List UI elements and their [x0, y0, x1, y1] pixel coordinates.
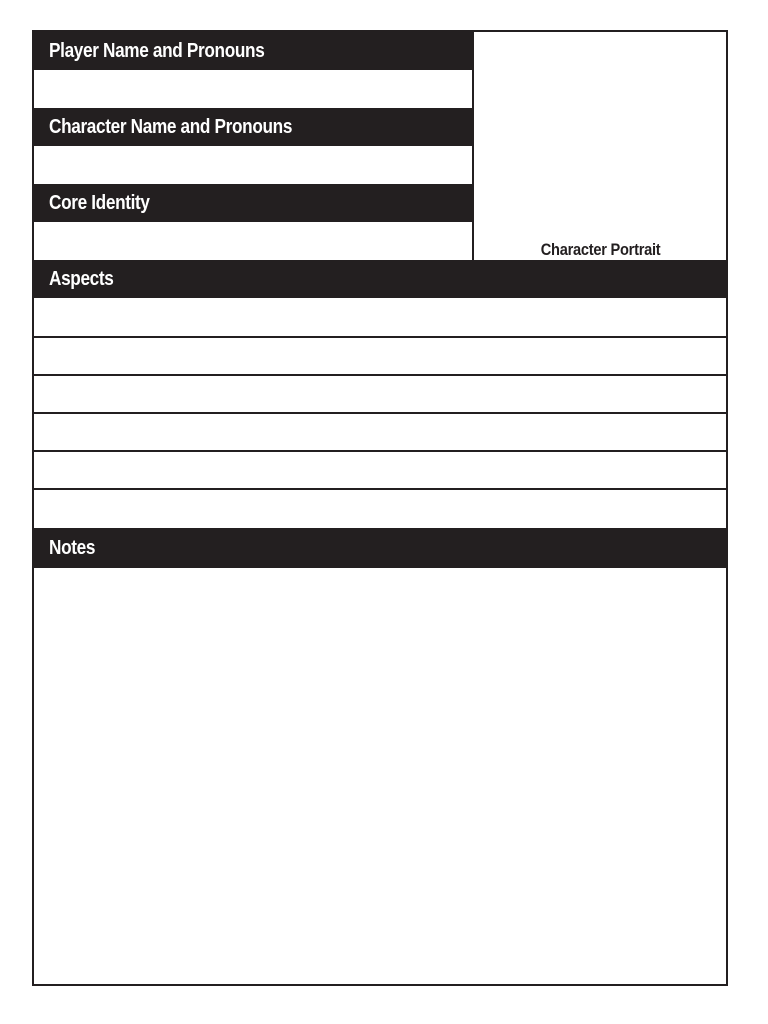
- aspect-row: [34, 298, 728, 336]
- aspect-input-5[interactable]: [34, 452, 728, 488]
- character-sheet: [32, 30, 728, 986]
- aspects-title: Aspects: [49, 268, 114, 290]
- aspect-input-3[interactable]: [34, 376, 728, 412]
- player-name-title: Player Name and Pronouns: [49, 40, 265, 62]
- core-identity-input[interactable]: [34, 222, 472, 260]
- character-name-field-box: [34, 146, 472, 184]
- aspect-row: [34, 452, 728, 488]
- aspect-input-6[interactable]: [34, 490, 728, 526]
- core-identity-field-box: [34, 222, 472, 260]
- character-name-title: Character Name and Pronouns: [49, 116, 293, 138]
- aspect-input-2[interactable]: [34, 338, 728, 374]
- aspect-row: [34, 376, 728, 412]
- aspects-header: [34, 260, 728, 298]
- character-name-input[interactable]: [34, 146, 472, 184]
- character-name-header: [34, 108, 472, 146]
- core-identity-header: [34, 184, 472, 222]
- character-portrait-box[interactable]: [472, 32, 728, 260]
- aspect-row: [34, 490, 728, 526]
- core-identity-title: Core Identity: [49, 192, 150, 214]
- aspect-input-1[interactable]: [34, 298, 728, 336]
- notes-title: Notes: [49, 537, 96, 559]
- notes-area: [34, 568, 728, 986]
- player-name-header: [34, 32, 472, 70]
- notes-textarea[interactable]: [34, 568, 728, 986]
- aspect-input-4[interactable]: [34, 414, 728, 450]
- player-name-field-box: [34, 70, 472, 108]
- aspect-row: [34, 338, 728, 374]
- character-portrait-label: Character Portrait: [541, 240, 661, 259]
- aspect-row: [34, 414, 728, 450]
- player-name-input[interactable]: [34, 70, 472, 108]
- notes-header: [34, 528, 728, 568]
